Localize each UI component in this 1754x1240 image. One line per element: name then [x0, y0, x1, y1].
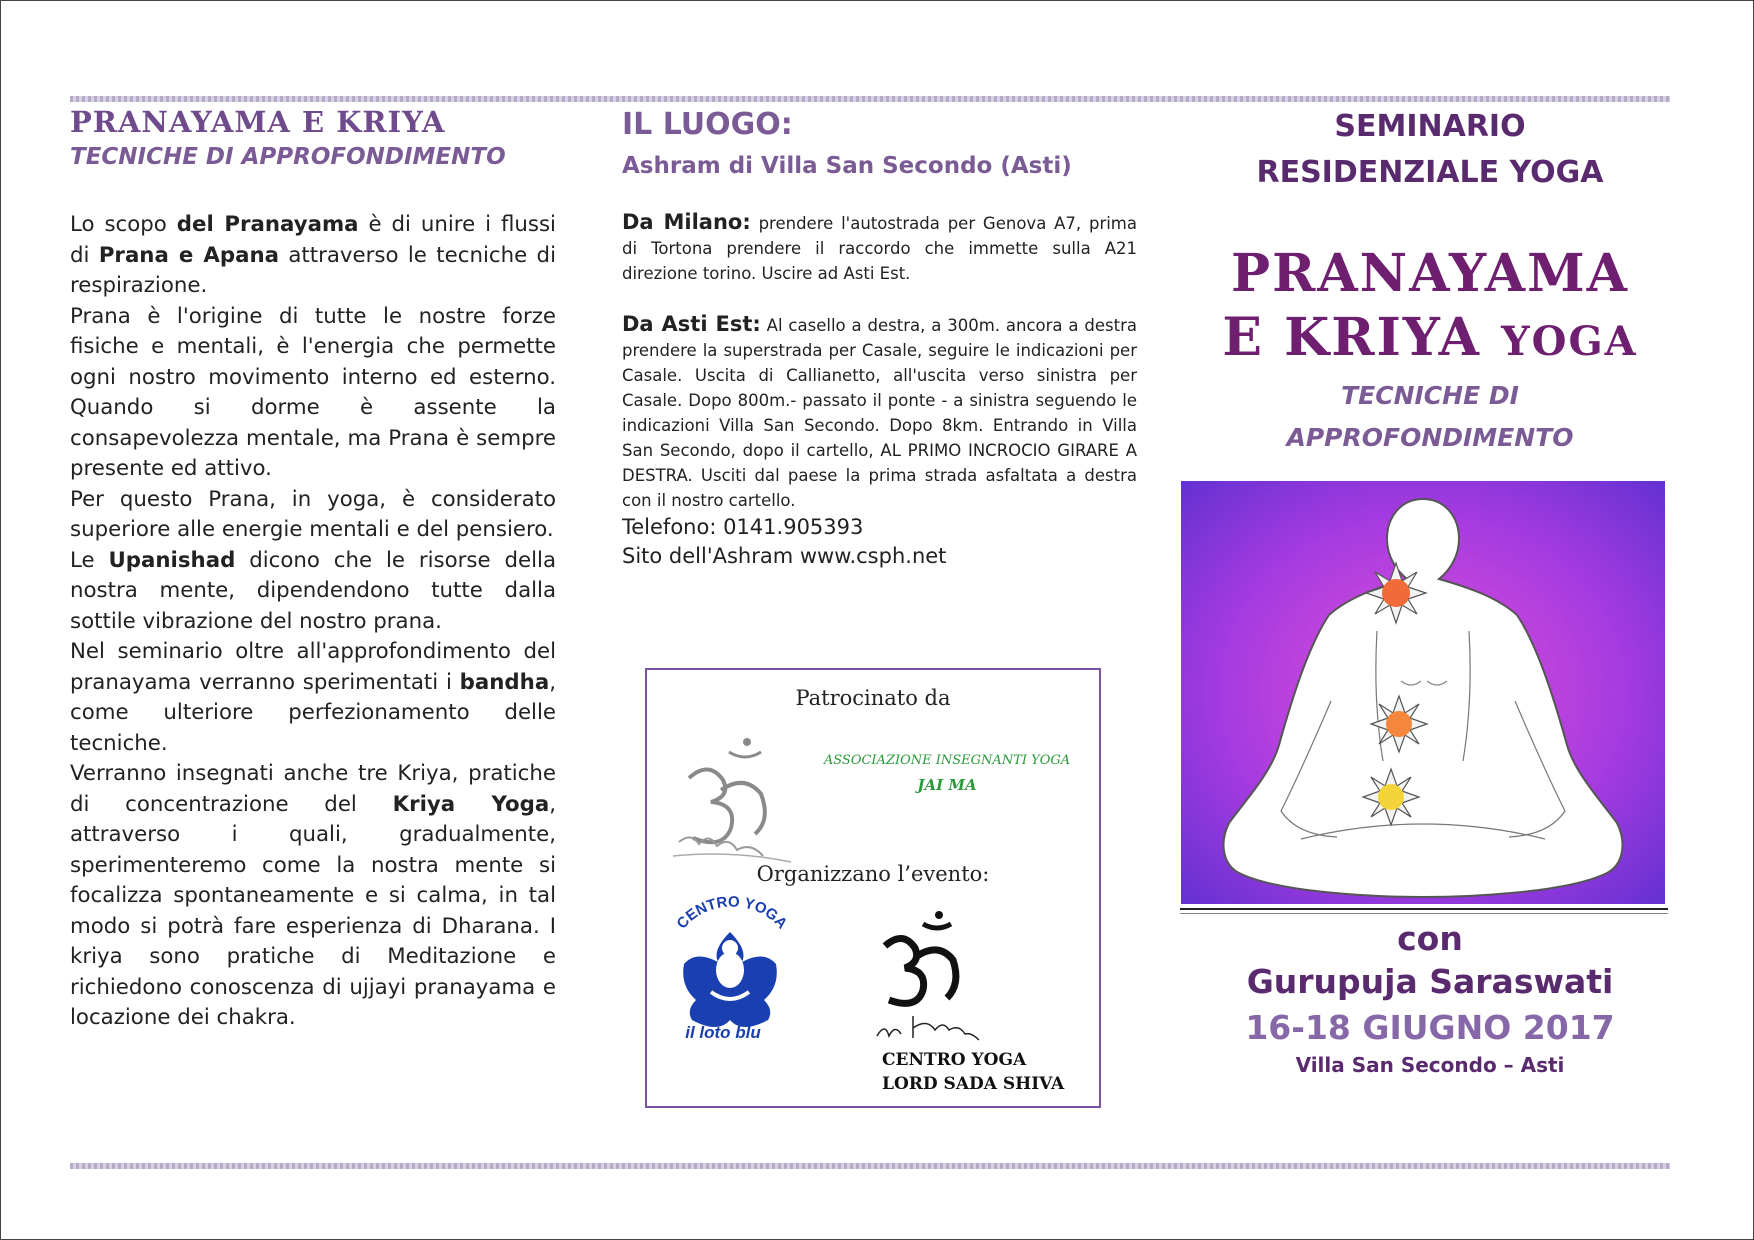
om-symbol-black-icon: [867, 910, 977, 1020]
directions-milano-text: prendere l'autostrada per Genova A7, prima di Tortona prendere il raccordo che immette sulla A21 direzione torino. Uscire ad Asti Est.: [622, 214, 1137, 283]
sponsors-box: [645, 668, 1101, 1108]
lord-line2: LORD SADA SHIVA: [882, 1074, 1065, 1094]
left-subtitle: TECNICHE DI APPROFONDIMENTO: [70, 144, 506, 170]
main-title-line1: PRANAYAMA: [1231, 243, 1629, 304]
middle-panel: [622, 104, 1137, 571]
lotus-logo-top-text: CENTRO YOGA: [673, 893, 791, 933]
text-run: Verranno insegnati anche tre Kriya, pratiche di concentrazione del: [70, 761, 556, 817]
right-panel: [1170, 104, 1690, 458]
lord-sada-shiva-label: [882, 1048, 1064, 1096]
event-place: Villa San Secondo – Asti: [1295, 1053, 1565, 1077]
association-line1: ASSOCIAZIONE INSEGNANTI YOGA: [823, 753, 1071, 768]
teacher-name: Gurupuja Saraswati: [1246, 962, 1614, 1001]
chakra-sun-icon: [1363, 769, 1419, 825]
signature-icon: [873, 1006, 983, 1046]
separator-line: [1180, 908, 1668, 910]
directions-milano: [622, 210, 1137, 286]
directions-asti-text: Al casello a destra, a 300m. ancora a destra prendere la superstrada per Casale, seguire le indicazioni per Casale. Uscita di Callianetto, all'uscita verso sinistra per Casale. Dopo 800m.- passato il ponte - a sinistra seguendo le indicazioni Villa San Secondo. Dopo 8km. Entrando in Villa San Secondo, dopo il cartello, AL PRIMO INCROCIO GIRARE A DESTRA. Usciti dal paese la prima strada asfaltata a destra con il nostro cartello.: [622, 316, 1138, 510]
event-dates: 16-18 GIUGNO 2017: [1245, 1008, 1615, 1047]
main-title-line2: E KRIYA: [1222, 307, 1481, 368]
paragraph: [70, 210, 556, 302]
lord-line1: CENTRO YOGA: [882, 1050, 1027, 1070]
phone: Telefono: 0141.905393: [622, 515, 864, 539]
paragraph: [70, 302, 556, 485]
lotus-logo-icon: [665, 892, 795, 1042]
text-run: dicono che le risorse della nostra mente, dipendendono tutte dalla sottile vibrazione del nostro prana.: [70, 547, 556, 634]
meditation-figure-icon: [1181, 481, 1665, 904]
main-title-yoga: YOGA: [1501, 318, 1638, 365]
main-title: [1170, 242, 1690, 374]
association-name: [797, 748, 1097, 798]
chakra-sun-icon: [1371, 696, 1427, 752]
bold-term: Prana e Apana: [98, 242, 279, 268]
sponsor-title: Patrocinato da: [795, 686, 951, 710]
association-line2: JAI MA: [917, 776, 977, 794]
location-subtitle: Ashram di Villa San Secondo (Asti): [622, 153, 1072, 179]
right-subtitle-line1: TECNICHE DI: [1341, 381, 1519, 410]
text-run: Per questo Prana, in yoga, è considerato superiore alle energie mentali e del pensiero.: [70, 486, 556, 542]
text-run: , attraverso i quali, gradualmente, sperimenteremo come la nostra mente si focalizza spontaneamente e si calma, in tal modo si potrà fare esperienza di Dharana. I kriya sono pratiche di Meditazione e richiedono conoscenza di ujjayi pranayama e locazione dei chakra.: [70, 791, 556, 1030]
directions-asti: [622, 312, 1137, 513]
right-subtitle-line2: APPROFONDIMENTO: [1286, 423, 1574, 452]
bold-term: Upanishad: [108, 547, 236, 573]
lotus-logo-bottom-text: il loto blu: [685, 1023, 761, 1042]
directions-asti-label: Da Asti Est:: [622, 312, 761, 336]
left-body: [70, 210, 556, 1034]
paragraph: [70, 759, 556, 1034]
location-title: IL LUOGO:: [622, 107, 793, 142]
with-label: con: [1397, 919, 1463, 958]
bottom-divider: [70, 1163, 1670, 1169]
om-symbol-gray-icon: [659, 730, 799, 865]
separator-line: [1180, 913, 1668, 914]
website: Sito dell'Ashram www.csph.net: [622, 544, 947, 568]
bold-term: del Pranayama: [176, 212, 359, 237]
text-run: è di unire i flussi di: [70, 212, 556, 268]
text-run: , come ulteriore perfezionamento delle tecniche.: [70, 669, 556, 756]
bold-term: bandha: [459, 669, 550, 695]
text-run: Le: [70, 547, 109, 573]
text-run: attraverso le tecniche di respirazione.: [70, 242, 556, 298]
text-run: Prana è l'origine di tutte le nostre forze fisiche e mentali, è l'energia che permette ogni nostro movimento interno ed esterno. Quando si dorme è assente la consapevolezza mentale, ma Prana è sempre presente ed attivo.: [70, 303, 556, 481]
directions-milano-label: Da Milano:: [622, 210, 751, 234]
paragraph: [70, 546, 556, 638]
paragraph: [70, 637, 556, 759]
paragraph: [70, 485, 556, 546]
text-run: Lo scopo: [70, 212, 177, 237]
text-run: Nel seminario oltre all'approfondimento del pranayama verranno sperimentati i: [70, 639, 556, 695]
bold-term: Kriya Yoga: [392, 791, 550, 817]
top-divider: [70, 96, 1670, 102]
organizers-title: Organizzano l’evento:: [756, 862, 990, 886]
chakra-sun-icon: [1366, 563, 1426, 623]
left-title: PRANAYAMA E KRIYA: [70, 105, 446, 139]
left-panel: [70, 104, 556, 1034]
seminar-line1: SEMINARIO: [1334, 109, 1526, 144]
seminar-line2: RESIDENZIALE YOGA: [1256, 155, 1604, 190]
